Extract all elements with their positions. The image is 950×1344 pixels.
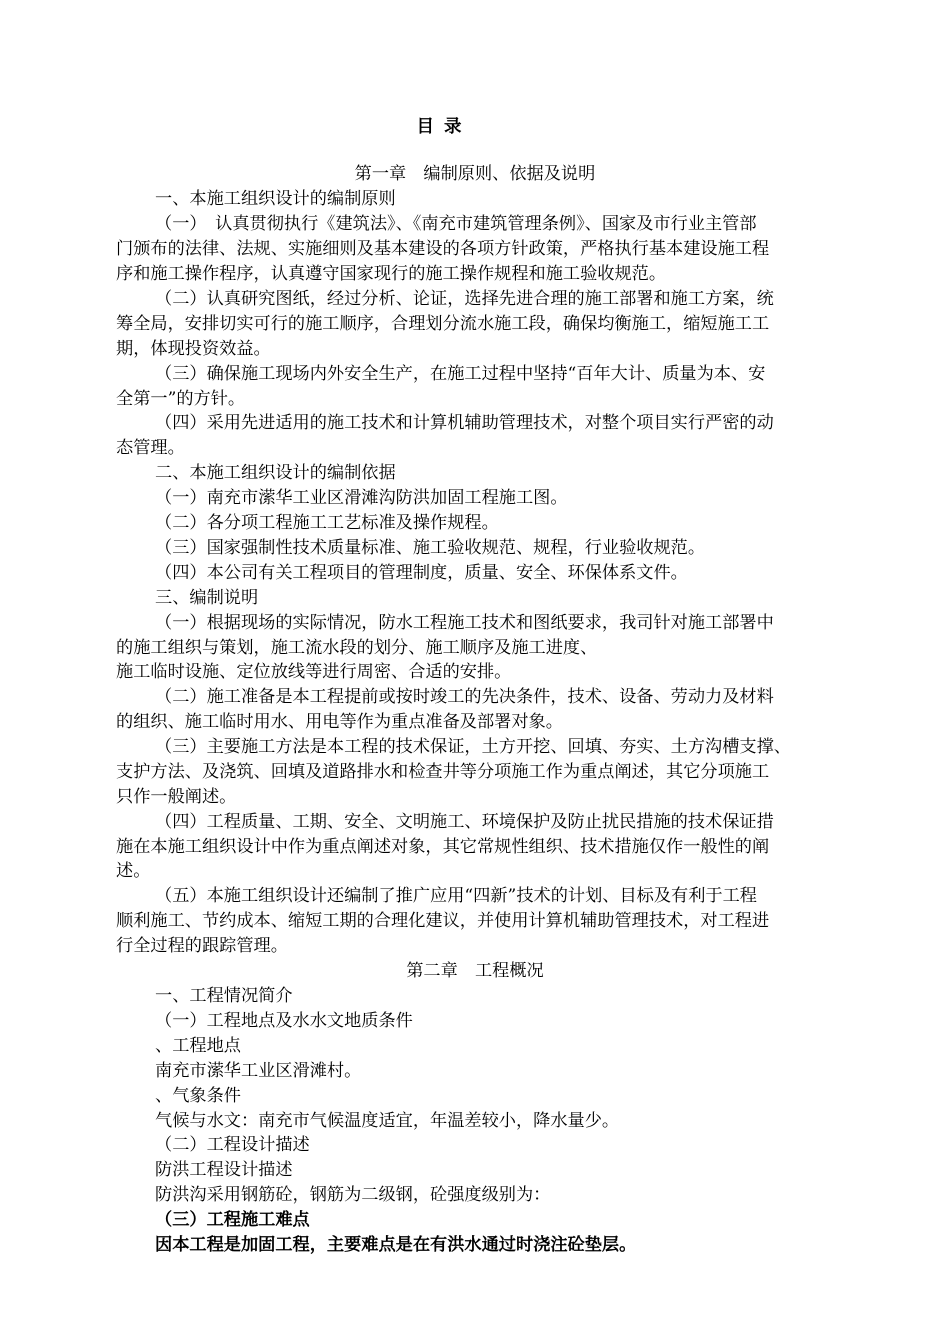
paragraph-line: 态管理。 [116,438,185,458]
paragraph-line: 施工临时设施、定位放线等进行周密、合适的安排。 [116,662,512,682]
paragraph-line: 因本工程是加固工程，主要难点是在有洪水通过时浇注砼垫层。 [155,1235,637,1255]
paragraph-line: （三）确保施工现场内外安全生产，在施工过程中坚持“百年大计、质量为本、安 [155,364,766,384]
item-heading: 防洪工程设计描述 [155,1160,293,1180]
chapter-1-heading: 第一章 编制原则、依据及说明 [354,164,596,184]
paragraph-line: （三）主要施工方法是本工程的技术保证，土方开挖、回填、夯实、土方沟槽支撑、 [155,737,791,757]
paragraph-line: 行全过程的跟踪管理。 [116,936,288,956]
paragraph-line: 序和施工操作程序，认真遵守国家现行的施工操作规程和施工验收规范。 [116,264,667,284]
section-heading: 二、本施工组织设计的编制依据 [155,463,396,483]
section-heading: 三、编制说明 [155,588,259,608]
paragraph-line: 南充市潆华工业区滑滩村。 [155,1061,362,1081]
list-item: （一）南充市潆华工业区滑滩沟防洪加固工程施工图。 [155,488,568,508]
paragraph-line: 全第一”的方针。 [116,389,246,409]
subsection-heading: （三）工程施工难点 [155,1210,310,1230]
item-heading: 、工程地点 [155,1036,241,1056]
list-item: （二）各分项工程施工工艺标准及操作规程。 [155,513,499,533]
list-item: （四）本公司有关工程项目的管理制度，质量、安全、环保体系文件。 [155,563,688,583]
paragraph-line: 防洪沟采用钢筋砼，钢筋为二级钢，砼强度级别为： [155,1185,551,1205]
paragraph-line: 施在本施工组织设计中作为重点阐述对象，其它常规性组织、技术措施仅作一般性的阐 [116,837,770,857]
paragraph-line: 门颁布的法律、法规、实施细则及基本建设的各项方针政策，严格执行基本建设施工程 [116,239,770,259]
section-heading: 一、工程情况简介 [155,986,293,1006]
paragraph-line: （四）采用先进适用的施工技术和计算机辅助管理技术，对整个项目实行严密的动 [155,413,774,433]
paragraph-line: （二）施工准备是本工程提前或按时竣工的先决条件，技术、设备、劳动力及材料 [155,687,774,707]
document-title: 目 录 [416,117,464,137]
paragraph-line: （五）本施工组织设计还编制了推广应用“四新”技术的计划、目标及有利于工程 [155,886,757,906]
paragraph-line: 只作一般阐述。 [116,787,237,807]
subsection-heading: （二）工程设计描述 [155,1135,310,1155]
list-item: （三）国家强制性技术质量标准、施工验收规范、规程，行业验收规范。 [155,538,706,558]
paragraph-line: （一） 认真贯彻执行《建筑法》、《南充市建筑管理条例》、国家及市行业主管部 [155,214,757,234]
item-heading: 、气象条件 [155,1086,241,1106]
paragraph-line: 支护方法、及浇筑、回填及道路排水和检查井等分项施工作为重点阐述，其它分项施工 [116,762,770,782]
paragraph-line: 述。 [116,861,151,881]
subsection-heading: （一）工程地点及水水文地质条件 [155,1011,413,1031]
paragraph-line: （二）认真研究图纸，经过分析、论证，选择先进合理的施工部署和施工方案，统 [155,289,774,309]
paragraph-line: （一）根据现场的实际情况，防水工程施工技术和图纸要求，我司针对施工部署中 [155,613,774,633]
paragraph-line: （四）工程质量、工期、安全、文明施工、环境保护及防止扰民措施的技术保证措 [155,812,774,832]
paragraph-line: 的组织、施工临时用水、用电等作为重点准备及部署对象。 [116,712,563,732]
section-heading: 一、本施工组织设计的编制原则 [155,189,396,209]
paragraph-line: 顺利施工、节约成本、缩短工期的合理化建议，并使用计算机辅助管理技术，对工程进 [116,911,770,931]
paragraph-line: 筹全局，安排切实可行的施工顺序，合理划分流水施工段，确保均衡施工，缩短施工工 [116,314,770,334]
chapter-2-heading: 第二章 工程概况 [406,961,544,981]
paragraph-line: 的施工组织与策划，施工流水段的划分、施工顺序及施工进度、 [116,638,598,658]
paragraph-line: 气候与水文：南充市气候温度适宜，年温差较小，降水量少。 [155,1111,620,1131]
paragraph-line: 期，体现投资效益。 [116,339,271,359]
